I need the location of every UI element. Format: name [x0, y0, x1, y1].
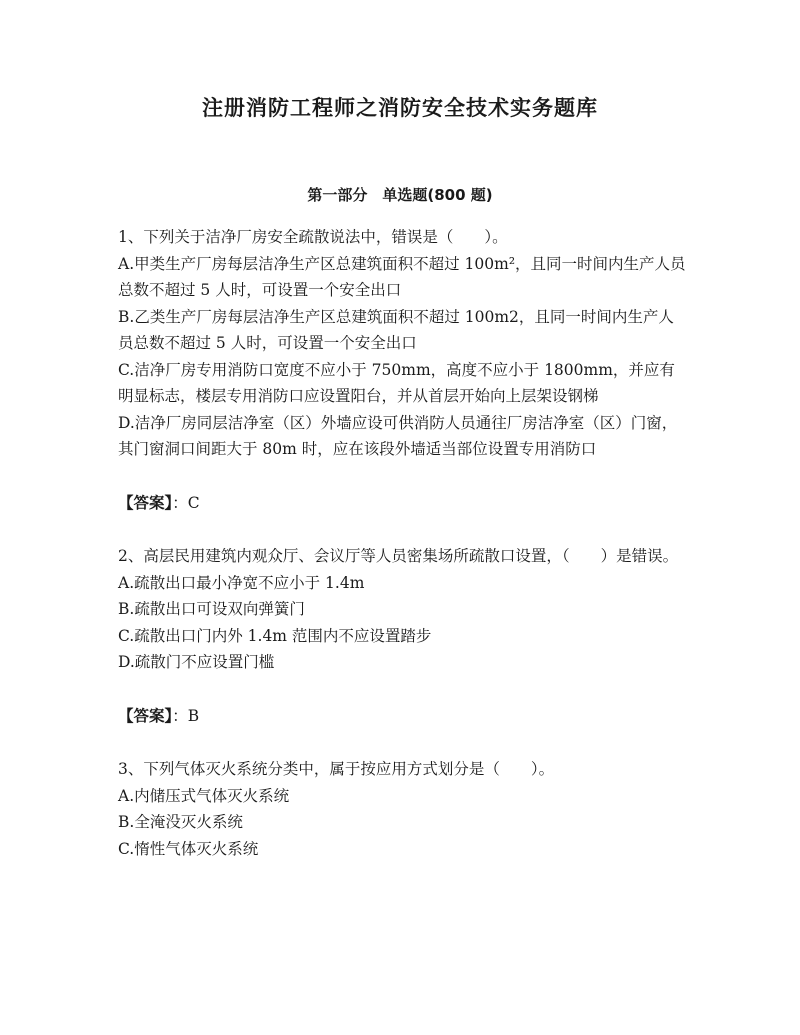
answer-line	[118, 490, 688, 517]
option-a: A.内储压式气体灭火系统	[118, 786, 290, 805]
option-a: A.疏散出口最小净宽不应小于 1.4m	[118, 573, 365, 592]
option-b: B.全淹没灭火系统	[118, 813, 243, 831]
question-1	[118, 224, 688, 516]
question-3	[118, 756, 688, 862]
answer-label: 【答案】	[118, 493, 173, 512]
option-b: B.乙类生产厂房每层洁净生产区总建筑面积不超过 100m2，且同一时间内生产人员总数不超过 5 人时，可设置一个安全出口	[118, 307, 674, 352]
question-stem: 2、高层民用建筑内观众厅、会议厅等人员密集场所疏散口设置，（ ）是错误。	[118, 547, 679, 565]
answer-label: 【答案】	[118, 706, 173, 725]
answer-value: ：C	[172, 493, 200, 512]
question-2	[118, 543, 688, 729]
option-a: A.甲类生产厂房每层洁净生产区总建筑面积不超过 100m²，且同一时间内生产人员总数不超过 5 人时，可设置一个安全出口	[118, 254, 686, 299]
option-c: C.惰性气体灭火系统	[118, 839, 259, 858]
question-stem: 1、下列关于洁净厂房安全疏散说法中，错误是（ ）。	[118, 228, 508, 246]
option-b: B.疏散出口可设双向弹簧门	[118, 600, 305, 618]
document-title: 注册消防工程师之消防安全技术实务题库	[202, 96, 598, 120]
answer-line	[118, 703, 688, 730]
answer-value: ：B	[172, 706, 200, 725]
section-title: 第一部分 单选题(800 题)	[307, 186, 493, 204]
question-stem: 3、下列气体灭火系统分类中，属于按应用方式划分是（ ）。	[118, 760, 555, 778]
question-list	[118, 224, 688, 862]
option-c: C.洁净厂房专用消防口宽度不应小于 750mm，高度不应小于 1800mm，并应有明显标志，楼层专用消防口应设置阳台，并从首层开始向上层架设钢梯	[118, 360, 675, 405]
option-c: C.疏散出口门内外 1.4m 范围内不应设置踏步	[118, 626, 432, 645]
option-d: D.疏散门不应设置门槛	[118, 653, 275, 671]
option-d: D.洁净厂房同层洁净室（区）外墙应设可供消防人员通往厂房洁净室（区）门窗，其门窗洞口间距大于 80m 时，应在该段外墙适当部位设置专用消防口	[118, 413, 678, 458]
